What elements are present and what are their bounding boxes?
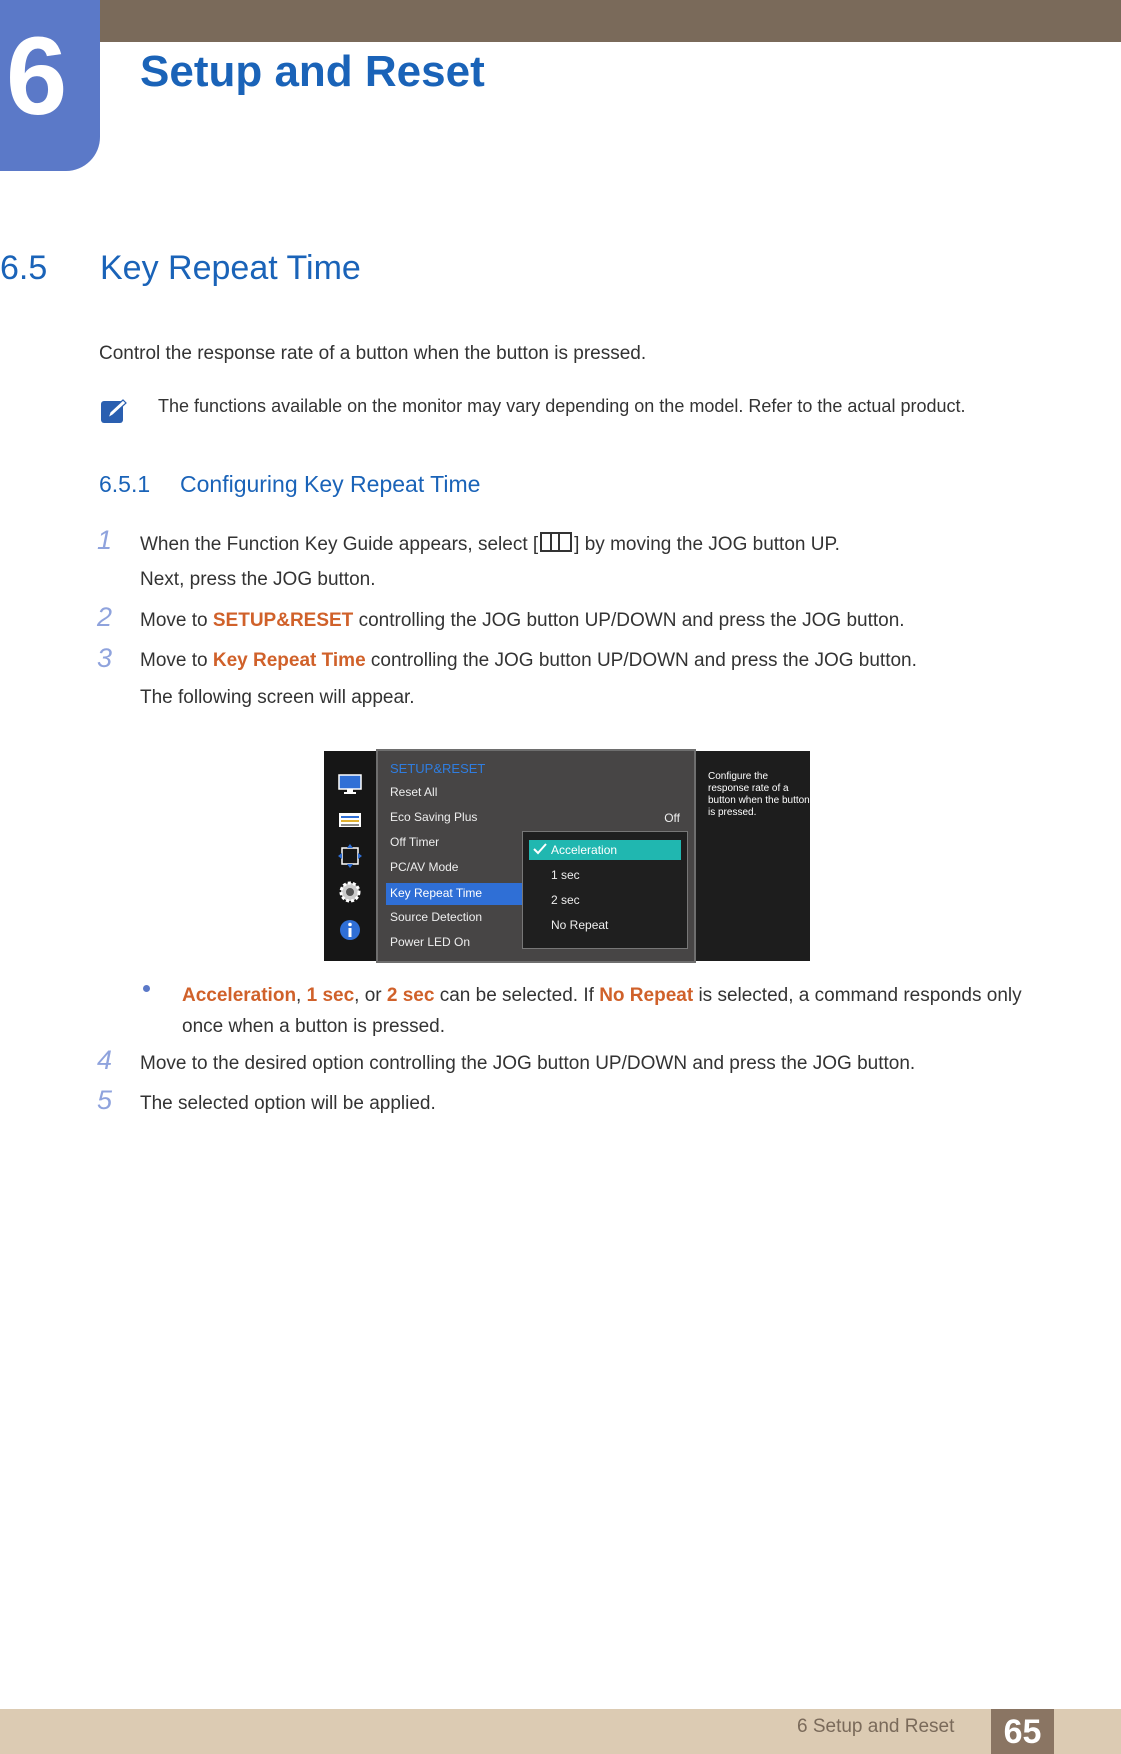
osd-menu-item[interactable]: Reset All: [390, 785, 438, 799]
step-number: 5: [97, 1085, 113, 1115]
step-text-line2: Next, press the JOG button.: [140, 569, 376, 590]
option-1-sec: 1 sec: [306, 985, 355, 1006]
subsection-number: 6.5.1: [99, 471, 151, 497]
osd-menu-title: SETUP&RESET: [390, 761, 486, 776]
osd-menu-item-selected[interactable]: [386, 883, 526, 905]
osd-submenu-item[interactable]: 2 sec: [551, 893, 580, 907]
bullet-text-part: , or: [354, 985, 387, 1006]
menu-name-highlight: Key Repeat Time: [212, 650, 366, 671]
position-arrows-icon: [337, 843, 363, 869]
osd-menu-item[interactable]: PC/AV Mode: [390, 860, 459, 874]
bullet-text: [182, 980, 1062, 1042]
step-text: [140, 532, 840, 556]
osd-menu-item[interactable]: Power LED On: [390, 935, 471, 949]
step-text-line2: The following screen will appear.: [140, 687, 415, 708]
menu-name-highlight: SETUP&RESET: [212, 610, 354, 631]
note-text: The functions available on the monitor may vary depending on the model. Refer to the actual product.: [158, 396, 966, 416]
osd-menu-panel: [376, 749, 696, 963]
step-text: [140, 650, 917, 672]
osd-menu-item-label: Key Repeat Time: [390, 886, 483, 900]
page-number-box: [991, 1709, 1054, 1754]
picture-settings-icon: [337, 807, 363, 833]
osd-menu-item[interactable]: Off Timer: [390, 835, 440, 849]
osd-menu-item[interactable]: Source Detection: [390, 910, 483, 924]
step-number: 1: [97, 525, 113, 555]
chapter-title: Setup and Reset: [140, 47, 485, 96]
step-number: 4: [97, 1045, 113, 1075]
option-2-sec: 2 sec: [386, 985, 435, 1006]
step-text-part: ] by moving the JOG button UP.: [574, 534, 840, 555]
option-acceleration: Acceleration: [182, 985, 297, 1006]
step-text: Move to the desired option controlling the JOG button UP/DOWN and press the JOG button.: [140, 1053, 916, 1074]
osd-submenu-item-selected[interactable]: [529, 840, 681, 860]
section-number: 6.5: [0, 249, 48, 287]
header-bar: [0, 0, 1121, 42]
monitor-icon: [337, 771, 363, 797]
bullet-text-part: ,: [296, 985, 307, 1006]
osd-screen: [324, 751, 810, 961]
step-number: 2: [97, 602, 113, 632]
osd-eco-value: Off: [664, 811, 680, 825]
step-text-part: Move to: [140, 650, 213, 671]
gear-icon: [337, 879, 363, 905]
menu-key-icon: [540, 532, 572, 552]
osd-description: Configure the response rate of a button when the button is pressed.: [708, 771, 810, 818]
osd-submenu-item[interactable]: No Repeat: [551, 918, 609, 932]
info-icon: [337, 917, 363, 943]
osd-submenu: [522, 831, 688, 949]
osd-menu-item[interactable]: Eco Saving Plus: [390, 810, 478, 824]
osd-icon-column: [324, 751, 376, 961]
step-text: The selected option will be applied.: [140, 1093, 436, 1114]
step-text-part: controlling the JOG button UP/DOWN and press the JOG button.: [353, 610, 905, 631]
bullet-dot: [143, 985, 150, 992]
step-text: [140, 610, 905, 632]
step-number: 3: [97, 643, 113, 673]
bullet-text-part: can be selected. If: [434, 985, 600, 1006]
page-number: 65: [1003, 1713, 1042, 1751]
option-no-repeat: No Repeat: [599, 985, 694, 1006]
chapter-tab: [0, 0, 100, 171]
checkmark-icon: [533, 841, 547, 857]
step-text-part: Move to: [140, 610, 213, 631]
osd-submenu-item[interactable]: 1 sec: [551, 868, 580, 882]
bullet-text-part: is selected, a command responds only once when a button is pressed.: [182, 985, 1022, 1037]
note-pencil-icon: [99, 397, 129, 427]
step-text-part: When the Function Key Guide appears, select [: [140, 534, 539, 555]
chapter-number: 6: [6, 15, 68, 138]
osd-submenu-item-label: Acceleration: [551, 843, 618, 857]
step-text-part: controlling the JOG button UP/DOWN and press the JOG button.: [365, 650, 917, 671]
subsection-title: Configuring Key Repeat Time: [180, 471, 481, 497]
intro-text: Control the response rate of a button when the button is pressed.: [99, 343, 647, 364]
footer-chapter-label: 6 Setup and Reset: [797, 1716, 955, 1737]
section-title: Key Repeat Time: [100, 249, 361, 287]
